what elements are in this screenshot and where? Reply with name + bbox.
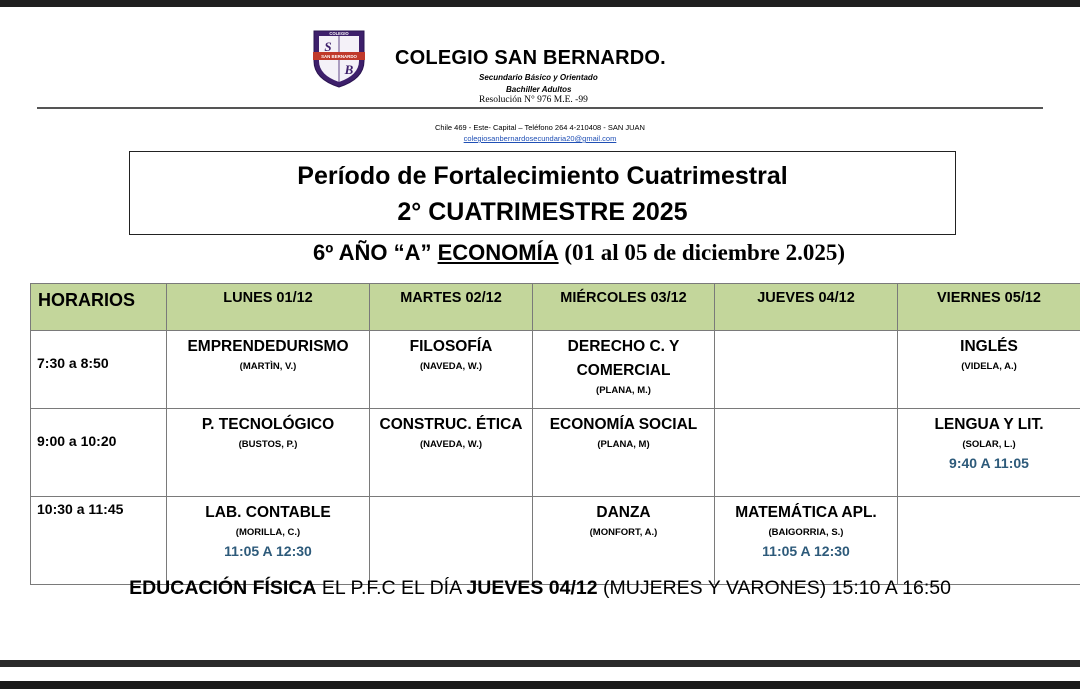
- schedule-cell: [167, 409, 370, 497]
- teacher-name: (VIDELA, A.): [961, 361, 1017, 372]
- title-box: [129, 151, 956, 235]
- hour-cell: 10:30 a 11:45: [31, 497, 167, 585]
- course-subject: ECONOMÍA: [437, 240, 559, 265]
- bottom-border-1: [0, 660, 1080, 667]
- teacher-name: (MORILLA, C.): [235, 527, 301, 538]
- schedule-cell: [533, 331, 715, 409]
- page-title: Período de Fortalecimiento Cuatrimestral: [297, 162, 788, 190]
- physical-education-note: EDUCACIÓN FÍSICA EL P.F.C EL DÍA JUEVES 04/12 (MUJERES Y VARONES) 15:10 A 16:50: [129, 577, 951, 599]
- bottom-border-2: [0, 681, 1080, 689]
- header-divider: [37, 107, 1043, 109]
- schedule-cell: [898, 497, 1080, 585]
- teacher-name: (BAIGORRIA, S.): [768, 527, 844, 538]
- header-jueves: JUEVES 04/12: [715, 284, 898, 331]
- school-subtitle-2: Bachiller Adultos: [506, 85, 572, 94]
- school-address: Chile 469 - Este- Capital – Teléfono 264 4-210408 - SAN JUAN: [435, 123, 645, 132]
- teacher-name: (SOLAR, L.): [962, 439, 1016, 450]
- subject-name: LAB. CONTABLE: [205, 504, 331, 521]
- logo-text-mid: SAN BERNARDO: [321, 54, 357, 59]
- schedule-cell: [167, 497, 370, 585]
- school-crest-logo: [310, 27, 368, 89]
- subject-name: FILOSOFÍA: [409, 338, 493, 355]
- schedule-cell: [370, 331, 533, 409]
- teacher-name: (NAVEDA, W.): [419, 439, 483, 450]
- header-martes: MARTES 02/12: [370, 284, 533, 331]
- time-note: 9:40 A 11:05: [949, 455, 1029, 471]
- school-email-link[interactable]: colegiosanbernardosecundaria20@gmail.com: [463, 134, 617, 143]
- schedule-cell: [533, 409, 715, 497]
- course-dates: (01 al 05 de diciembre 2.025): [558, 240, 845, 265]
- course-heading: [313, 240, 845, 266]
- subject-name: DANZA: [596, 504, 651, 521]
- header-horarios: HORARIOS: [31, 284, 167, 331]
- teacher-name: (PLANA, M.): [596, 385, 651, 396]
- top-border: [0, 0, 1080, 7]
- schedule-cell: [370, 409, 533, 497]
- schedule-cell: [167, 331, 370, 409]
- svg-text:S: S: [324, 39, 332, 54]
- schedule-cell: [898, 409, 1080, 497]
- teacher-name: (NAVEDA, W.): [419, 361, 483, 372]
- subject-name: CONSTRUC. ÉTICA: [379, 416, 523, 433]
- subject-name: P. TECNOLÓGICO: [201, 416, 335, 433]
- header-miercoles: MIÉRCOLES 03/12: [533, 284, 715, 331]
- subject-name: LENGUA Y LIT.: [934, 416, 1044, 433]
- time-note: 11:05 A 12:30: [224, 543, 312, 559]
- school-name: COLEGIO SAN BERNARDO.: [395, 47, 666, 69]
- schedule-cell: [370, 497, 533, 585]
- hour-cell: 9:00 a 10:20: [31, 409, 167, 497]
- subject-name: EMPRENDEDURISMO: [187, 338, 349, 355]
- header-lunes: LUNES 01/12: [167, 284, 370, 331]
- course-label: 6º AÑO “A”: [313, 240, 438, 265]
- teacher-name: (MONFORT, A.): [589, 527, 658, 538]
- teacher-name: (PLANA, M): [597, 439, 650, 450]
- header-viernes: VIERNES 05/12: [898, 284, 1080, 331]
- school-subtitle-1: Secundario Básico y Orientado: [479, 73, 598, 82]
- schedule-cell: [715, 331, 898, 409]
- teacher-name: (BUSTOS, P.): [238, 439, 298, 450]
- time-note: 11:05 A 12:30: [762, 543, 850, 559]
- subject-name: ECONOMÍA SOCIAL: [549, 416, 698, 433]
- schedule-cell: [715, 497, 898, 585]
- table-row: [31, 331, 1080, 409]
- subject-name: DERECHO C. Y COMERCIAL: [567, 338, 680, 379]
- schedule-cell: [898, 331, 1080, 409]
- page-subtitle: 2° CUATRIMESTRE 2025: [397, 198, 688, 226]
- table-row: [31, 409, 1080, 497]
- teacher-name: (MARTÌN, V.): [239, 361, 297, 372]
- logo-text-top: COLEGIO: [329, 31, 349, 36]
- subject-name: MATEMÁTICA APL.: [735, 504, 877, 521]
- hour-cell: 7:30 a 8:50: [31, 331, 167, 409]
- table-row: [31, 497, 1080, 585]
- subject-name: INGLÉS: [960, 338, 1018, 355]
- table-header-row: [31, 284, 1080, 331]
- schedule-table: [30, 283, 1080, 585]
- svg-text:B: B: [344, 62, 354, 77]
- schedule-cell: [715, 409, 898, 497]
- schedule-cell: [533, 497, 715, 585]
- resolution-text: Resolución N° 976 M.E. -99: [479, 95, 588, 105]
